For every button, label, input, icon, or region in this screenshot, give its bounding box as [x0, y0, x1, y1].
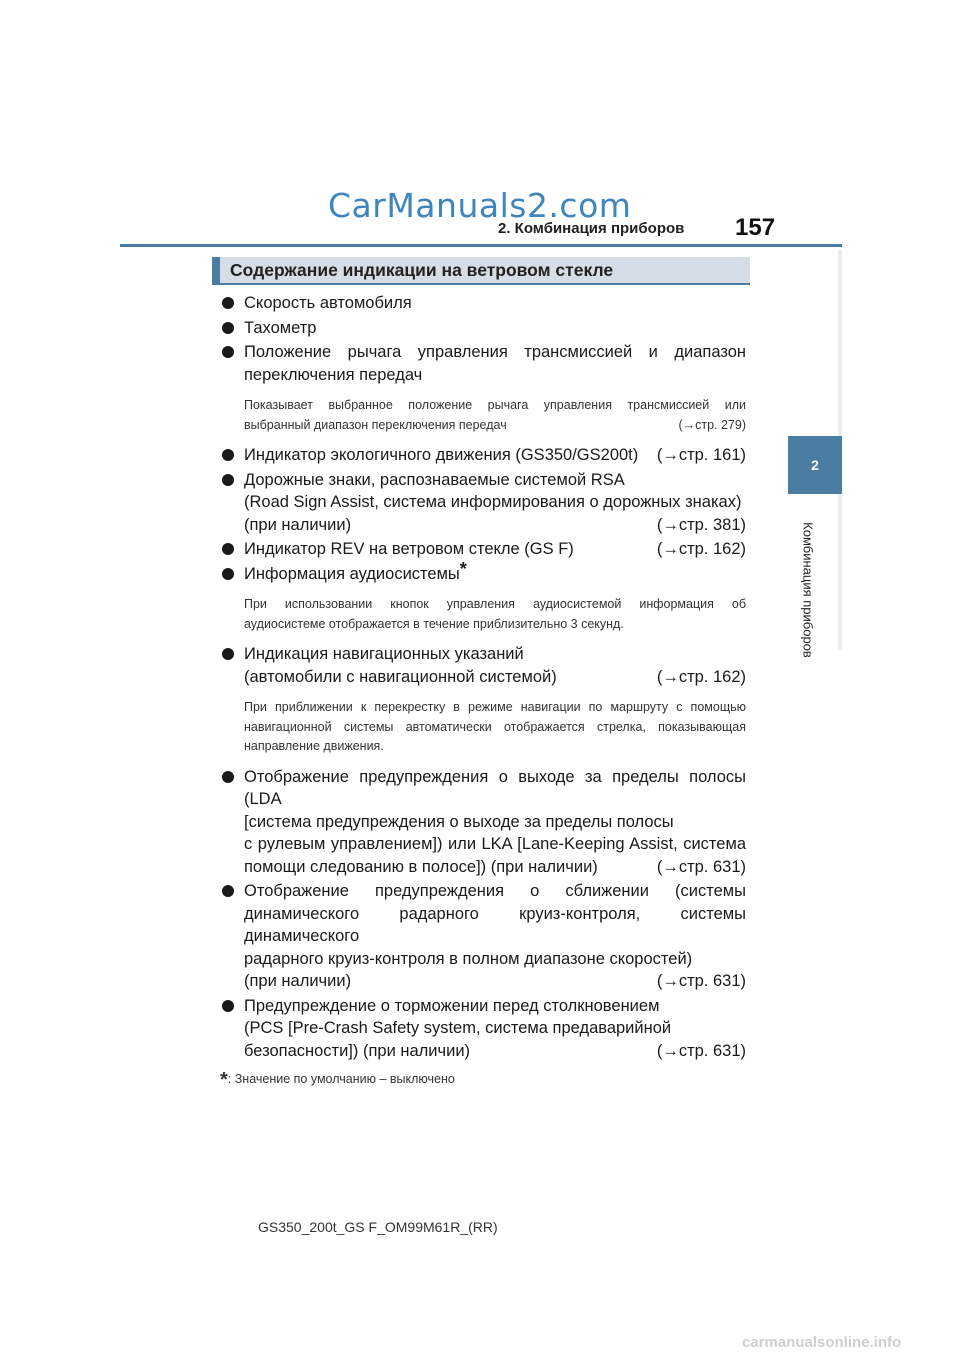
bullet-icon	[222, 771, 234, 783]
page-reference[interactable]: (→стр. 279)	[678, 417, 746, 432]
page-reference[interactable]: (→стр. 631)	[656, 1041, 746, 1060]
chapter-tab-number: 2	[811, 457, 819, 473]
note-text: При приближении к перекрестку в режиме навигации по маршруту с помощью	[244, 700, 746, 714]
item-text: безопасности]) (при наличии)	[244, 1041, 471, 1060]
item-text: Отображение предупреждения о выходе за пределы полосы (LDA	[244, 767, 746, 808]
bullet-icon	[222, 568, 234, 580]
list-item	[220, 469, 746, 537]
footnote-marker: *	[459, 558, 467, 579]
note-text: При использовании кнопок управления аудиосистемой информация об	[244, 597, 746, 611]
bullet-icon	[222, 1000, 234, 1012]
item-text: (PCS [Pre-Crash Safety system, система предаварийной	[244, 1019, 672, 1037]
bullet-icon	[222, 885, 234, 897]
list-item	[220, 995, 746, 1063]
list-item	[220, 341, 746, 386]
bullet-icon	[222, 322, 234, 334]
list-item	[220, 643, 746, 688]
item-text: динамического радарного круиз-контроля, системы динамического	[244, 904, 746, 945]
page-reference[interactable]: (→стр. 162)	[656, 667, 746, 686]
note-text: аудиосистеме отображается в течение приблизительно 3 секунд.	[244, 616, 624, 631]
note-text: направление движения.	[244, 739, 384, 753]
item-text: переключения передач	[244, 365, 423, 384]
list-item	[220, 292, 746, 315]
page-reference[interactable]: (→стр. 631)	[656, 972, 746, 990]
bullet-icon	[222, 449, 234, 461]
bullet-icon	[222, 346, 234, 358]
content-list	[220, 288, 746, 1103]
list-item	[220, 558, 746, 586]
header-rule	[120, 244, 842, 247]
footnote-marker: *	[220, 1069, 228, 1091]
footnote	[220, 1070, 746, 1090]
item-note	[220, 698, 746, 757]
page-reference[interactable]: (→стр. 161)	[656, 446, 746, 464]
item-text: Скорость автомобиля	[244, 294, 412, 312]
item-text: радарного круиз-контроля в полном диапазоне скоростей)	[244, 949, 693, 968]
footnote-text: : Значение по умолчанию – выключено	[227, 1072, 455, 1086]
section-title: Содержание индикации на ветровом стекле	[230, 259, 614, 280]
item-text: (автомобили с навигационной системой)	[244, 667, 557, 686]
note-text: Показывает выбранное положение рычага управления трансмиссией или	[244, 398, 746, 412]
item-text: с рулевым управлением]) или LKA [Lane-Keeping Assist, система	[244, 835, 746, 853]
item-text: Положение рычага управления трансмиссией и диапазон	[244, 343, 746, 361]
item-text: Предупреждение о торможении перед столкновением	[244, 996, 660, 1015]
page-reference[interactable]: (→стр. 631)	[656, 857, 746, 876]
item-text: Индикатор REV на ветровом стекле (GS F)	[244, 540, 574, 558]
page-number: 157	[735, 214, 776, 241]
item-text: (при наличии)	[244, 972, 352, 990]
header-section-title: 2. Комбинация приборов	[498, 220, 685, 237]
section-heading-bar	[212, 257, 750, 285]
item-text: (Road Sign Assist, система информирования о дорожных знаках)	[244, 493, 742, 511]
note-text: выбранный диапазон переключения передач	[244, 417, 507, 432]
item-text: Индикация навигационных указаний	[244, 645, 524, 663]
document-code: GS350_200t_GS F_OM99M61R_(RR)	[258, 1219, 498, 1235]
list-item	[220, 444, 746, 467]
bullet-icon	[222, 648, 234, 660]
list-item	[220, 766, 746, 879]
note-text: навигационной системы автоматически отображается стрелка, показывающая	[244, 719, 746, 734]
item-text: Отображение предупреждения о сближении (системы	[244, 882, 746, 900]
item-text: [система предупреждения о выходе за пределы полосы	[244, 812, 674, 831]
watermark-bottom: carmanualsonline.info	[742, 1334, 902, 1351]
item-note	[220, 595, 746, 634]
bullet-icon	[222, 543, 234, 555]
bullet-icon	[222, 474, 234, 486]
item-text: (при наличии)	[244, 515, 352, 534]
watermark-top: CarManuals2.com	[328, 186, 632, 225]
list-item	[220, 880, 746, 993]
bullet-icon	[222, 297, 234, 309]
chapter-tab[interactable]	[788, 436, 842, 494]
item-text: помощи следованию в полосе]) (при наличии)	[244, 857, 598, 876]
item-text: Информация аудиосистемы	[244, 564, 460, 583]
list-item	[220, 317, 746, 340]
item-text: Индикатор экологичного движения (GS350/GS200t)	[244, 446, 639, 464]
item-text: Дорожные знаки, распознаваемые системой RSA	[244, 470, 625, 489]
chapter-tab-label: Комбинация приборов	[800, 522, 816, 658]
list-item	[220, 538, 746, 561]
item-text: Тахометр	[244, 318, 317, 337]
item-note	[220, 396, 746, 435]
page-reference[interactable]: (→стр. 162)	[656, 540, 746, 558]
page-reference[interactable]: (→стр. 381)	[656, 515, 746, 534]
